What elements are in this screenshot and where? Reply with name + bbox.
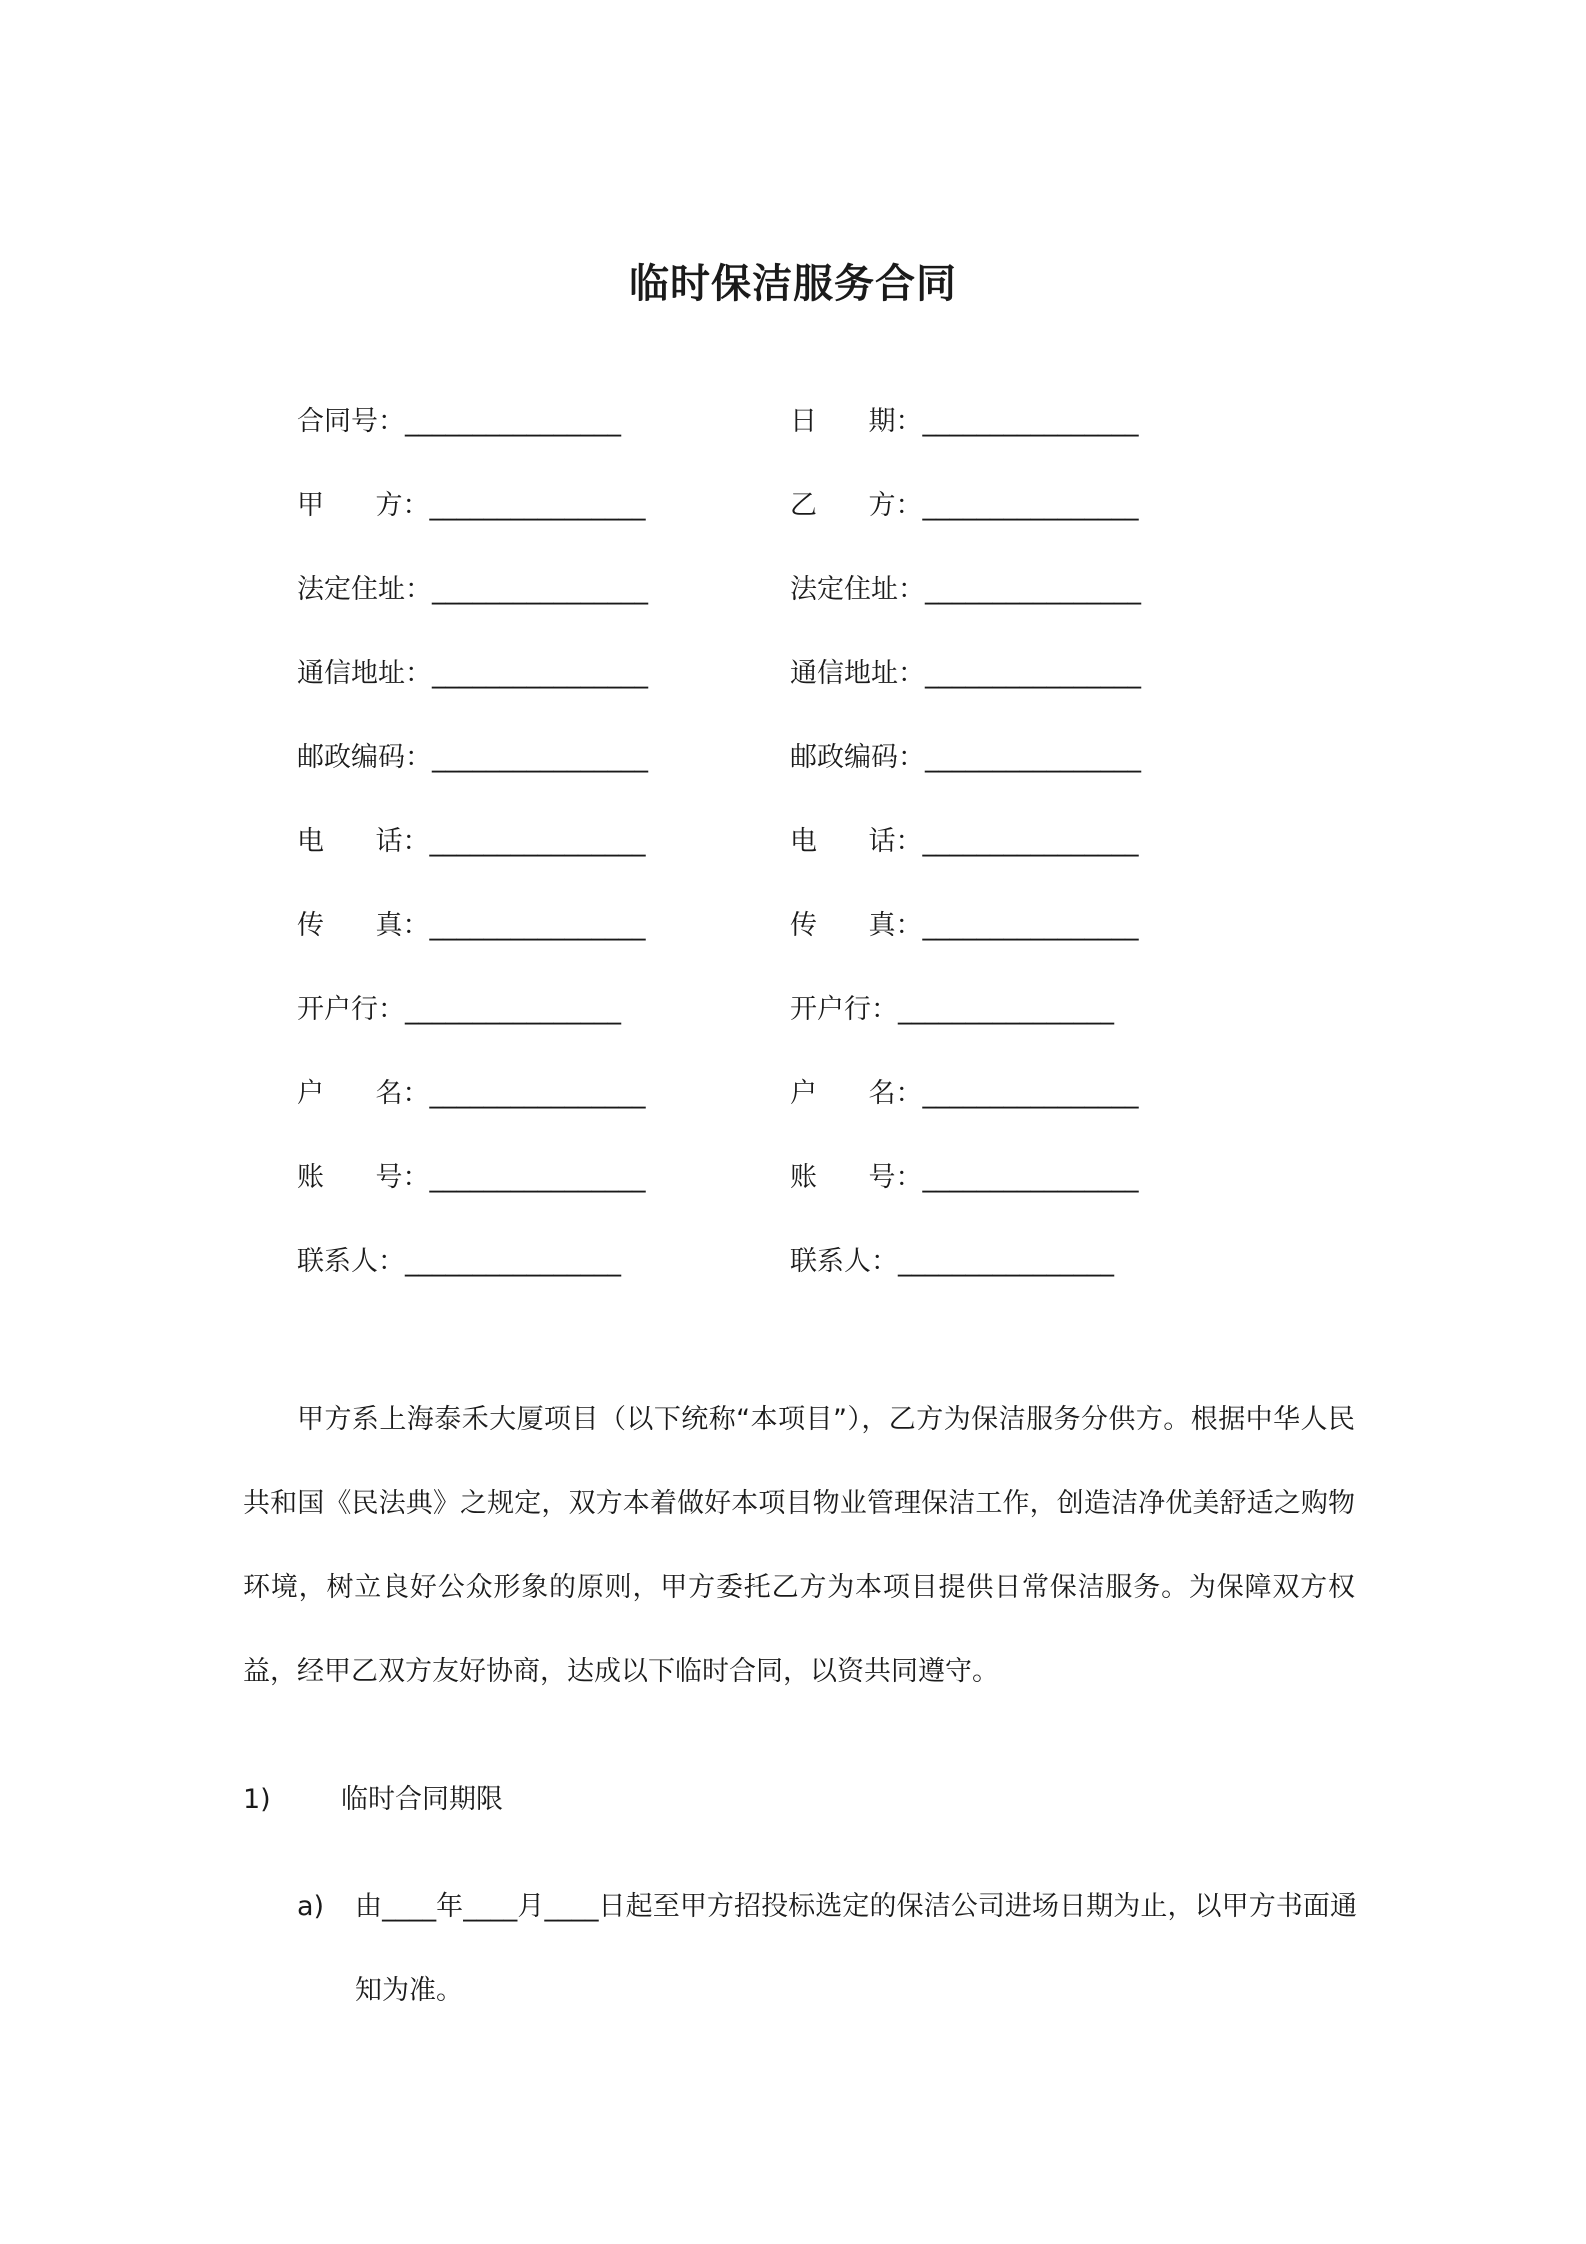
section-title: 临时合同期限: [341, 1784, 503, 1815]
party-info-fields: [297, 402, 1397, 1326]
field-party-a-phone: [297, 822, 646, 862]
field-row-legal-address: [297, 570, 1397, 654]
field-blank: ________________: [925, 574, 1141, 605]
field-row-fax: [297, 906, 1397, 990]
field-row-phone: [297, 822, 1397, 906]
section-number: 1): [243, 1784, 271, 1815]
field-party-b-bank: [790, 990, 1114, 1030]
field-party-a-account-number: [297, 1158, 646, 1198]
field-label: 联系人：: [297, 1246, 405, 1277]
field-label: 账 号：: [790, 1162, 923, 1193]
field-party-a-postal-code: [297, 738, 648, 778]
field-blank: ________________: [432, 742, 648, 773]
clause-item: [297, 1865, 1357, 2033]
field-blank: ________________: [429, 490, 646, 521]
field-party-a-account-name: [297, 1074, 646, 1114]
field-blank: ________________: [898, 1246, 1114, 1277]
field-row-contract-no: [297, 402, 1397, 486]
section-heading: [243, 1780, 503, 1820]
field-label: 联系人：: [790, 1246, 898, 1277]
field-row-account-number: [297, 1158, 1397, 1242]
field-label: 传 真：: [297, 910, 430, 941]
field-date: [790, 402, 1139, 442]
field-party-b-phone: [790, 822, 1139, 862]
field-label: 通信地址：: [297, 658, 432, 689]
field-blank: ________________: [922, 826, 1139, 857]
field-blank: ________________: [922, 1078, 1139, 1109]
field-label: 户 名：: [297, 1078, 430, 1109]
field-blank: ________________: [922, 1162, 1139, 1193]
field-party-a-fax: [297, 906, 646, 946]
field-party-a: [297, 486, 646, 526]
field-party-a-contact: [297, 1242, 621, 1282]
field-party-b-mailing-address: [790, 654, 1141, 694]
field-row-account-name: [297, 1074, 1397, 1158]
field-label: 法定住址：: [790, 574, 925, 605]
field-contract-number: [297, 402, 621, 442]
field-label: 通信地址：: [790, 658, 925, 689]
field-blank: ________________: [405, 994, 621, 1025]
field-party-a-legal-address: [297, 570, 648, 610]
field-blank: ________________: [429, 826, 646, 857]
field-label: 电 话：: [790, 826, 923, 857]
field-label: 日 期：: [790, 406, 923, 437]
field-party-b-contact: [790, 1242, 1114, 1282]
preamble-section: [243, 1378, 1355, 1714]
field-blank: ________________: [432, 658, 648, 689]
field-label: 邮政编码：: [790, 742, 925, 773]
field-party-b-legal-address: [790, 570, 1141, 610]
field-row-bank: [297, 990, 1397, 1074]
field-blank: ________________: [922, 490, 1139, 521]
field-blank: ________________: [429, 910, 646, 941]
field-blank: ________________: [429, 1078, 646, 1109]
field-label: 邮政编码：: [297, 742, 432, 773]
field-party-b-fax: [790, 906, 1139, 946]
field-label: 户 名：: [790, 1078, 923, 1109]
field-label: 传 真：: [790, 910, 923, 941]
field-blank: ________________: [922, 910, 1139, 941]
field-blank: ________________: [922, 406, 1139, 437]
field-row-contact: [297, 1242, 1397, 1326]
clause-marker: a): [297, 1891, 325, 1922]
field-party-b: [790, 486, 1139, 526]
field-row-postal-code: [297, 738, 1397, 822]
document-title: 临时保洁服务合同: [629, 261, 957, 307]
field-label: 开户行：: [297, 994, 405, 1025]
field-blank: ________________: [925, 658, 1141, 689]
field-label: 甲 方：: [297, 490, 430, 521]
field-blank: ________________: [405, 1246, 621, 1277]
field-party-a-mailing-address: [297, 654, 648, 694]
field-party-a-bank: [297, 990, 621, 1030]
field-label: 合同号：: [297, 406, 405, 437]
field-blank: ________________: [432, 574, 648, 605]
field-label: 法定住址：: [297, 574, 432, 605]
field-party-b-account-name: [790, 1074, 1139, 1114]
field-row-parties: [297, 486, 1397, 570]
field-label: 开户行：: [790, 994, 898, 1025]
field-label: 电 话：: [297, 826, 430, 857]
field-party-b-postal-code: [790, 738, 1141, 778]
field-party-b-account-number: [790, 1158, 1139, 1198]
field-blank: ________________: [405, 406, 621, 437]
field-row-mailing-address: [297, 654, 1397, 738]
field-label: 账 号：: [297, 1162, 430, 1193]
preamble-paragraph: 甲方系上海泰禾大厦项目（以下统称“本项目”），乙方为保洁服务分供方。根据中华人民共和国《民法典》之规定，双方本着做好本项目物业管理保洁工作，创造洁净优美舒适之购物环境，树立良好公众形象的原则，甲方委托乙方为本项目提供日常保洁服务。为保障双方权益，经甲乙双方友好协商，达成以下临时合同，以资共同遵守。: [243, 1404, 1355, 1687]
clause-text: 由____年____月____日起至甲方招投标选定的保洁公司进场日期为止，以甲方书面通知为准。: [355, 1891, 1357, 2006]
field-blank: ________________: [898, 994, 1114, 1025]
field-label: 乙 方：: [790, 490, 923, 521]
field-blank: ________________: [429, 1162, 646, 1193]
field-blank: ________________: [925, 742, 1141, 773]
